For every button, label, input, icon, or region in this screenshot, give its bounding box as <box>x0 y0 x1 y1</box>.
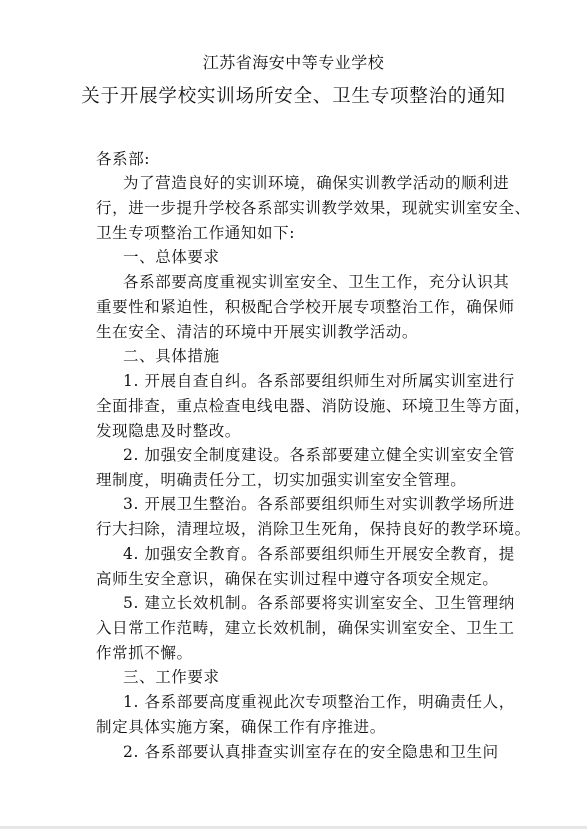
paragraph-line: 卫生专项整治工作通知如下: <box>96 224 296 242</box>
document-title: 关于开展学校实训场所安全、卫生专项整治的通知 <box>81 86 506 107</box>
paragraph-line: 理制度，明确责任分工，切实加强实训室安全管理。 <box>96 471 467 489</box>
paragraph-line: 发现隐患及时整改。 <box>96 422 241 440</box>
section-heading: 二、具体措施 <box>123 347 220 365</box>
section-heading: 一、总体要求 <box>123 248 220 266</box>
paragraph-line: 1. 各系部要高度重视此次专项整治工作，明确责任人， <box>123 693 515 711</box>
paragraph-line: 5. 建立长效机制。各系部要将实训室安全、卫生管理纳 <box>123 594 515 612</box>
paragraph-line: 行大扫除，清理垃圾，消除卫生死角，保持良好的教学环境。 <box>96 520 531 538</box>
paragraph-line: 3. 开展卫生整治。各系部要组织师生对实训教学场所进 <box>123 495 515 513</box>
paragraph-line: 高师生安全意识，确保在实训过程中遵守各项安全规定。 <box>96 570 499 588</box>
paragraph-line: 作常抓不懈。 <box>96 644 193 662</box>
salutation: 各系部: <box>96 150 151 168</box>
paragraph-line: 为了营造良好的实训环境，确保实训教学活动的顺利进 <box>123 174 510 192</box>
paragraph-line: 入日常工作范畴，建立长效机制，确保实训室安全、卫生工 <box>96 619 515 637</box>
school-name: 江苏省海安中等专业学校 <box>202 53 385 72</box>
paragraph-line: 2. 各系部要认真排查实训室存在的安全隐患和卫生问 <box>123 743 499 761</box>
paragraph-line: 4. 加强安全教育。各系部要组织师生开展安全教育，提 <box>123 545 515 563</box>
paragraph-line: 行，进一步提升学校各系部实训教学效果，现就实训室安全、 <box>96 199 531 217</box>
paragraph-line: 全面排查，重点检查电线电器、消防设施、环境卫生等方面， <box>96 397 531 415</box>
paragraph-line: 2. 加强安全制度建设。各系部要建立健全实训室安全管 <box>123 446 515 464</box>
paragraph-line: 生在安全、清洁的环境中开展实训教学活动。 <box>96 323 419 341</box>
paragraph-line: 各系部要高度重视实训室安全、卫生工作，充分认识其 <box>123 273 510 291</box>
section-heading: 三、工作要求 <box>123 668 220 686</box>
paragraph-line: 重要性和紧迫性，积极配合学校开展专项整治工作，确保师 <box>96 298 515 316</box>
paragraph-line: 1. 开展自查自纠。各系部要组织师生对所属实训室进行 <box>123 372 515 390</box>
paragraph-line: 制定具体实施方案，确保工作有序推进。 <box>96 718 386 736</box>
